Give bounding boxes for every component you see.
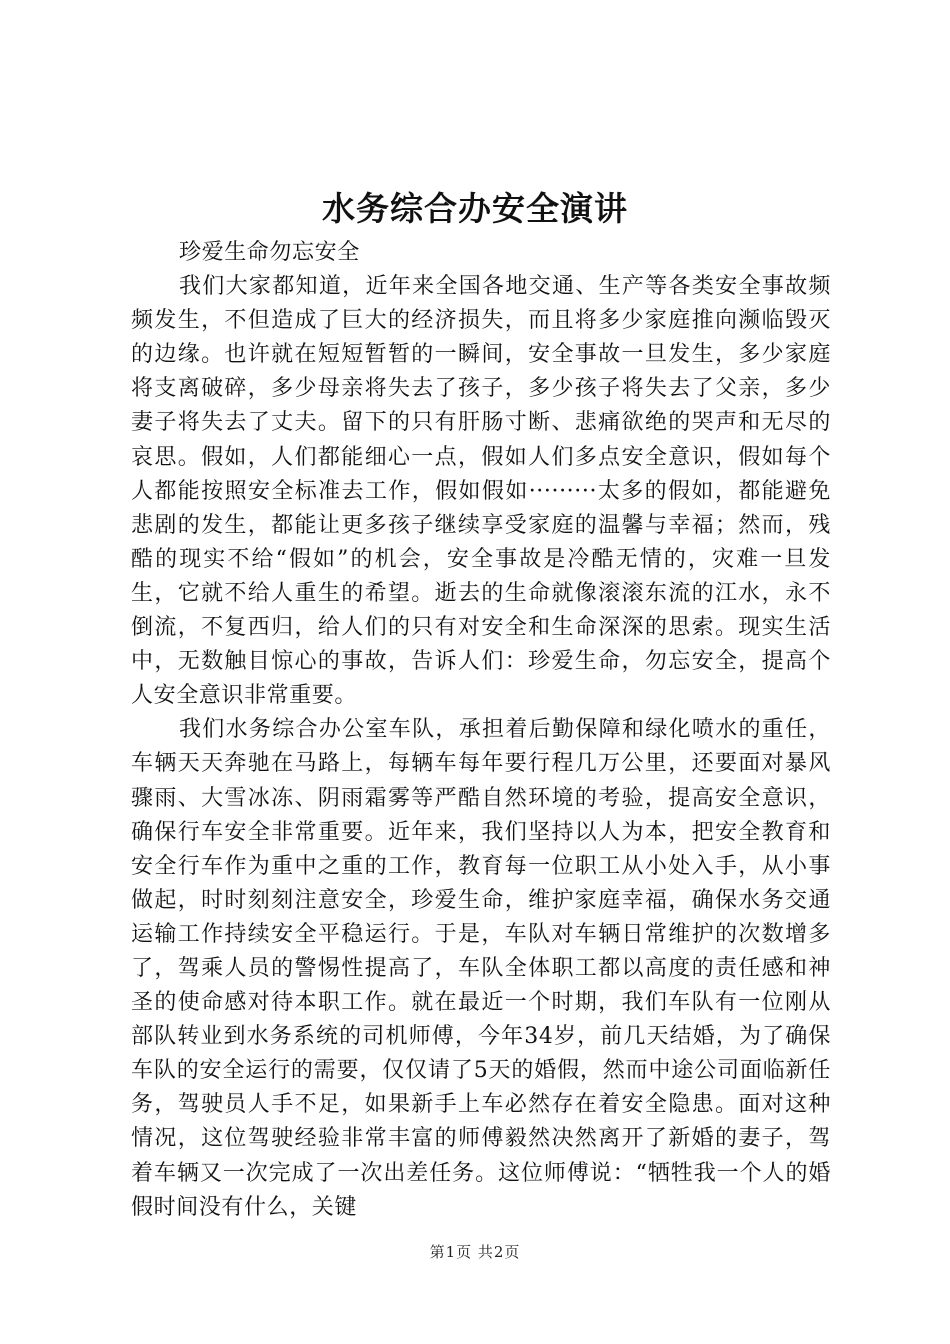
document-subtitle: 珍爱生命勿忘安全	[179, 240, 360, 265]
document-body	[131, 236, 831, 1225]
page-number-footer: 第1页 共2页	[429, 1243, 521, 1261]
paragraph-2: 我们水务综合办公室车队，承担着后勤保障和绿化喷水的重任，车辆天天奔驰在马路上，每辆车每年要行程几万公里，还要面对暴风骤雨、大雪冰冻、阴雨霜雾等严酷自然环境的考验，提高安全意识，确保行车安全非常重要。近年来，我们坚持以人为本，把安全教育和安全行车作为重中之重的工作，教育每一位职工从小处入手，从小事做起，时时刻刻注意安全，珍爱生命，维护家庭幸福，确保水务交通运输工作持续安全平稳运行。于是，车队对车辆日常维护的次数增多了，驾乘人员的警惕性提高了，车队全体职工都以高度的责任感和神圣的使命感对待本职工作。就在最近一个时期，我们车队有一位刚从部队转业到水务系统的司机师傅，今年34岁，前几天结婚，为了确保车队的安全运行的需要，仅仅请了5天的婚假，然而中途公司面临新任务，驾驶员人手不足，如果新手上车必然存在着安全隐患。面对这种情况，这位驾驶经验非常丰富的师傅毅然决然离开了新婚的妻子，驾着车辆又一次完成了一次出差任务。这位师傅说：“牺牲我一个人的婚假时间没有什么，关键	[131, 717, 831, 1220]
document-title: 水务综合办安全演讲	[322, 189, 628, 228]
paragraph-1: 我们大家都知道，近年来全国各地交通、生产等各类安全事故频频发生，不但造成了巨大的经济损失，而且将多少家庭推向濒临毁灭的边缘。也许就在短短暂暂的一瞬间，安全事故一旦发生，多少家庭将支离破碎，多少母亲将失去了孩子，多少孩子将失去了父亲，多少妻子将失去了丈夫。留下的只有肝肠寸断、悲痛欲绝的哭声和无尽的哀思。假如，人们都能细心一点，假如人们多点安全意识，假如每个人都能按照安全标准去工作，假如假如·········太多的假如，都能避免悲剧的发生，都能让更多孩子继续享受家庭的温馨与幸福；然而，残酷的现实不给“假如”的机会，安全事故是冷酷无情的，灾难一旦发生，它就不给人重生的希望。逝去的生命就像滚滚东流的江水，永不倒流，不复西归，给人们的只有对安全和生命深深的思索。现实生活中，无数触目惊心的事故，告诉人们：珍爱生命，勿忘安全，提高个人安全意识非常重要。	[131, 274, 831, 709]
